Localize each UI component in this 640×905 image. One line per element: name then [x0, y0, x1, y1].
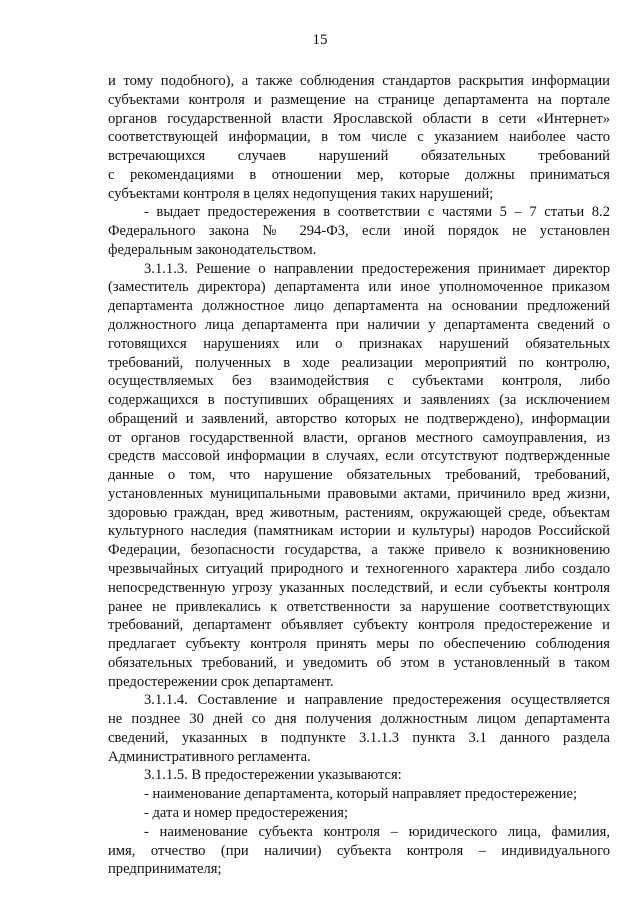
text-line: предостережении срок департамент. [108, 673, 334, 690]
text-line: встречающихся случаев нарушений обязательных требований [108, 148, 610, 165]
text-line: осуществляемых без взаимодействия с субъектами контроля, либо [108, 373, 610, 390]
text-line: департамента должностное лицо департамента на основании предложений [108, 298, 610, 315]
text-line: 3.1.1.3. Решение о направлении предостережения принимает директор [144, 260, 610, 277]
text-line: культурного наследия (памятникам истории и культуры) народов Российской [108, 523, 610, 540]
text-line: требований, департамент объявляет субъекту контроля предостережение и [108, 617, 610, 634]
text-line: 3.1.1.5. В предостережении указываются: [144, 767, 402, 784]
text-line: субъектами контроля в целях недопущения таких нарушений; [108, 185, 494, 202]
text-line: соответствующей информации, в том числе с указанием наиболее часто [108, 129, 610, 146]
text-line: и тому подобного), а также соблюдения стандартов раскрытия информации [108, 73, 610, 89]
text-line: федеральным законодательством. [108, 241, 317, 258]
text-line: Административного регламента. [108, 748, 311, 765]
text-line: предпринимателя; [108, 861, 222, 878]
text-line: обращений и заявлений, авторство которых не подтверждено), информации [108, 410, 610, 427]
text-line: 3.1.1.4. Составление и направление предостережения осуществляется [144, 692, 610, 709]
text-line: чрезвычайных ситуаций природного и техногенного характера либо создало [108, 561, 610, 578]
text-line: должностного лица департамента при наличии у департамента сведений о [108, 317, 610, 333]
text-line: данные о том, что нарушение обязательных требований, требований, [108, 467, 610, 484]
text-line: - дата и номер предостережения; [144, 805, 348, 822]
text-line: от органов государственной власти, органов местного самоуправления, из [108, 429, 610, 446]
text-line: готовящихся нарушениях или о признаках нарушений обязательных [108, 335, 610, 352]
text-line: обязательных требований, и уведомить об этом в установленный в таком [108, 654, 610, 671]
page-number: 15 [312, 32, 328, 48]
text-line: органов государственной власти Ярославской области в сети «Интернет» [108, 110, 610, 127]
text-line: - наименование департамента, который направляет предостережение; [144, 786, 578, 803]
text-line: предлагает субъекту контроля принять меры по обеспечению соблюдения [108, 636, 610, 653]
text-line: здоровью граждан, вред животным, растениям, окружающей среде, объектам [108, 504, 610, 521]
text-line: содержащихся в поступивших обращениях и заявлениях (за исключением [108, 392, 610, 409]
text-line: требований, полученных в ходе реализации мероприятий по контролю, [108, 354, 610, 371]
text-line: сведений, указанных в подпункте 3.1.1.3 пункта 3.1 данного раздела [108, 729, 610, 746]
text-line: Федерации, безопасности государства, а также привело к возникновению [108, 542, 610, 559]
text-line: средств массовой информации в случаях, если отсутствуют подтвержденные [108, 448, 610, 465]
text-line: имя, отчество (при наличии) субъекта контроля – индивидуального [108, 842, 610, 859]
text-line: - выдает предостережения в соответствии с частями 5 – 7 статьи 8.2 [144, 204, 610, 221]
text-line: не позднее 30 дней со дня получения должностным лицом департамента [108, 711, 610, 728]
text-line: установленных муниципальными правовыми актами, причинило вред жизни, [108, 485, 610, 502]
text-line: субъектами контроля и размещение на странице департамента на портале [108, 91, 610, 108]
text-line: - наименование субъекта контроля – юридического лица, фамилия, [144, 823, 610, 840]
text-line: (заместитель директора) департамента или иное уполномоченное приказом [108, 279, 610, 296]
text-line: непосредственную угрозу указанных последствий, и если субъекты контроля [108, 579, 610, 596]
text-line: Федерального закона № 294-ФЗ, если иной порядок не установлен [108, 223, 610, 240]
text-line: ранее не привлекались к ответственности за нарушение соответствующих [108, 598, 610, 615]
text-line: с рекомендациями в отношении мер, которые должны приниматься [108, 166, 610, 183]
